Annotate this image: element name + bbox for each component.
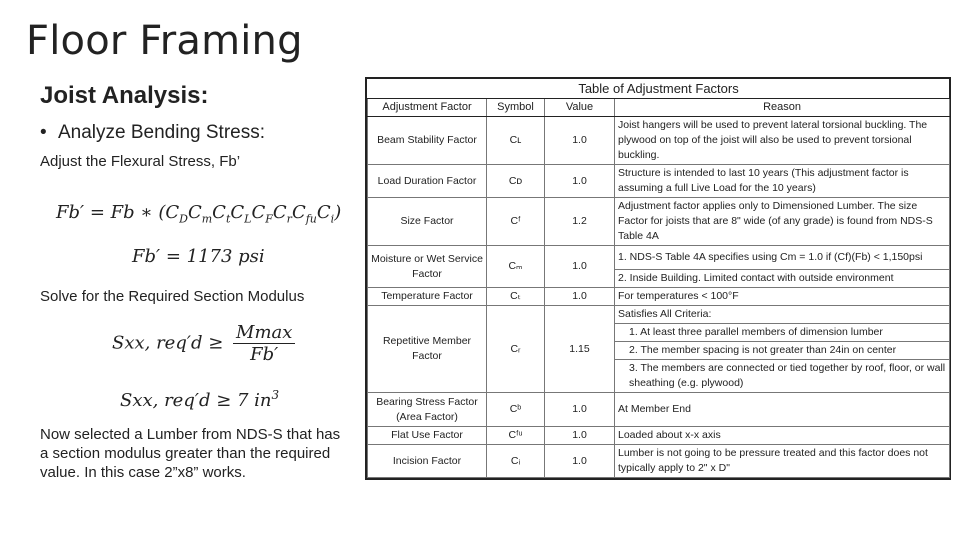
factor-cell: Incision Factor bbox=[368, 445, 487, 478]
eq1-lhs: Fb′ = Fb ∗ ( bbox=[56, 202, 166, 223]
header-adjustment-factor: Adjustment Factor bbox=[368, 99, 487, 117]
eq1-factor-term: $C_r$ bbox=[272, 202, 292, 226]
solve-text: Solve for the Required Section Modulus bbox=[40, 288, 305, 305]
conclusion-text bbox=[40, 425, 350, 482]
eq1-factor-subscript: t bbox=[225, 212, 231, 226]
eq1-factor-term: $C_m$ bbox=[187, 202, 213, 226]
eq1-factor-subscript: i bbox=[330, 212, 335, 226]
symbol-cell: Cᶠ bbox=[487, 198, 545, 246]
table-row bbox=[368, 445, 950, 478]
reason-cell: 1. NDS-S Table 4A specifies using Cm = 1.0 if (Cf)(Fb) < 1,150psi bbox=[615, 246, 950, 270]
value-cell: 1.0 bbox=[545, 117, 615, 165]
reason-cell: At Member End bbox=[615, 393, 950, 427]
symbol-cell: Cᶠᵘ bbox=[487, 427, 545, 445]
value-cell: 1.0 bbox=[545, 445, 615, 478]
eq3-fraction bbox=[233, 322, 295, 365]
value-cell: 1.15 bbox=[545, 306, 615, 393]
eq4-text: Sxx, req′d ≥ 7 in bbox=[120, 390, 272, 411]
symbol-cell: Cₜ bbox=[487, 288, 545, 306]
factor-cell: Moisture or Wet Service Factor bbox=[368, 246, 487, 288]
reason-cell: 2. The member spacing is not greater than 24in on center bbox=[615, 342, 950, 360]
factor-cell: Flat Use Factor bbox=[368, 427, 487, 445]
eq1-factor-term: $C_F$ bbox=[251, 202, 273, 226]
value-cell: 1.2 bbox=[545, 198, 615, 246]
reason-cell: 2. Inside Building. Limited contact with outside environment bbox=[615, 270, 950, 288]
reason-cell: For temperatures < 100°F bbox=[615, 288, 950, 306]
table-header-row bbox=[368, 99, 950, 117]
value-cell: 1.0 bbox=[545, 427, 615, 445]
bullet-item bbox=[40, 120, 360, 146]
joist-analysis-panel bbox=[40, 80, 360, 171]
conclusion-main: Now selected a Lumber from NDS-S that has a section modulus greater than the required value. bbox=[40, 426, 341, 481]
eq1-factor-subscript: F bbox=[265, 212, 273, 226]
symbol-cell: Cᵇ bbox=[487, 393, 545, 427]
value-cell: 1.0 bbox=[545, 165, 615, 198]
eq3-lhs: Sxx, req′d ≥ bbox=[112, 332, 224, 354]
equation-section-modulus-result bbox=[120, 388, 279, 411]
eq1-factor-term: $C_D$ bbox=[165, 202, 188, 226]
value-cell: 1.0 bbox=[545, 393, 615, 427]
table-caption-row bbox=[368, 79, 950, 99]
bullet-dot-icon: • bbox=[40, 122, 47, 143]
factor-cell: Repetitive Member Factor bbox=[368, 306, 487, 393]
eq1-factor-subscript: D bbox=[179, 212, 188, 226]
eq1-factor-subscript: r bbox=[286, 212, 292, 226]
bullet-text: Analyze Bending Stress: bbox=[58, 122, 266, 143]
eq4-exponent: 3 bbox=[271, 388, 280, 402]
reason-cell: Adjustment factor applies only to Dimensioned Lumber. The size Factor for joists that are 8" wide (of any grade) is found from NDS-S Table 4A bbox=[615, 198, 950, 246]
header-symbol: Symbol bbox=[487, 99, 545, 117]
slide-title: Floor Framing bbox=[26, 18, 303, 64]
reason-cell: Joist hangers will be used to prevent lateral torsional buckling. The plywood on top of the joist will also be used to prevent torsional buckling. bbox=[615, 117, 950, 165]
table-row bbox=[368, 117, 950, 165]
factor-cell: Temperature Factor bbox=[368, 288, 487, 306]
eq3-numerator: Mmax bbox=[233, 322, 295, 344]
table-row bbox=[368, 427, 950, 445]
table-row bbox=[368, 165, 950, 198]
eq1-factor-term: $C_t$ bbox=[212, 202, 231, 226]
symbol-cell: Cᵣ bbox=[487, 306, 545, 393]
reason-cell: Structure is intended to last 10 years (This adjustment factor is assuming a full Live Load for the 10 years) bbox=[615, 165, 950, 198]
adjust-text: Adjust the Flexural Stress, Fb’ bbox=[40, 153, 241, 170]
header-reason: Reason bbox=[615, 99, 950, 117]
factor-cell: Size Factor bbox=[368, 198, 487, 246]
table-row bbox=[368, 393, 950, 427]
symbol-cell: Cᴅ bbox=[487, 165, 545, 198]
symbol-cell: Cᵢ bbox=[487, 445, 545, 478]
equation-fb-result: Fb′ = 1173 psi bbox=[132, 246, 265, 267]
reason-cell: Satisfies All Criteria: bbox=[615, 306, 950, 324]
eq1-terms bbox=[165, 202, 335, 226]
reason-cell: Lumber is not going to be pressure treated and this factor does not typically apply to 2" x D" bbox=[615, 445, 950, 478]
eq1-factor-term: $C_i$ bbox=[316, 202, 335, 226]
adjustment-factors-table bbox=[365, 77, 951, 480]
eq1-factor-term: $C_L$ bbox=[230, 202, 252, 226]
equation-adjusted-stress: Fb′ = Fb ∗ $(C_DC_mC_tC_LC_FC_rC_{fu}C_i)$ bbox=[56, 202, 342, 226]
table-row bbox=[368, 246, 950, 270]
table-row bbox=[368, 306, 950, 324]
conclusion-tail: In this case 2”x8” works. bbox=[84, 464, 246, 481]
table-row bbox=[368, 288, 950, 306]
factor-cell: Beam Stability Factor bbox=[368, 117, 487, 165]
section-heading: Joist Analysis: bbox=[40, 82, 209, 109]
value-cell: 1.0 bbox=[545, 246, 615, 288]
reason-cell: 3. The members are connected or tied together by roof, floor, or wall sheathing (e.g. plywood) bbox=[615, 360, 950, 393]
symbol-cell: Cʟ bbox=[487, 117, 545, 165]
table-row bbox=[368, 198, 950, 246]
reason-cell: 1. At least three parallel members of dimension lumber bbox=[615, 324, 950, 342]
eq1-factor-subscript: fu bbox=[305, 212, 317, 226]
value-cell: 1.0 bbox=[545, 288, 615, 306]
factor-cell: Load Duration Factor bbox=[368, 165, 487, 198]
factor-cell: Bearing Stress Factor (Area Factor) bbox=[368, 393, 487, 427]
eq1-factor-subscript: L bbox=[244, 212, 252, 226]
symbol-cell: Cₘ bbox=[487, 246, 545, 288]
header-value: Value bbox=[545, 99, 615, 117]
eq1-factor-term: $C_{fu}$ bbox=[291, 202, 317, 226]
eq1-factor-subscript: m bbox=[201, 212, 213, 226]
table-caption: Table of Adjustment Factors bbox=[368, 79, 950, 99]
eq3-denominator: Fb′ bbox=[250, 344, 279, 365]
reason-cell: Loaded about x-x axis bbox=[615, 427, 950, 445]
equation-section-modulus bbox=[112, 322, 295, 365]
